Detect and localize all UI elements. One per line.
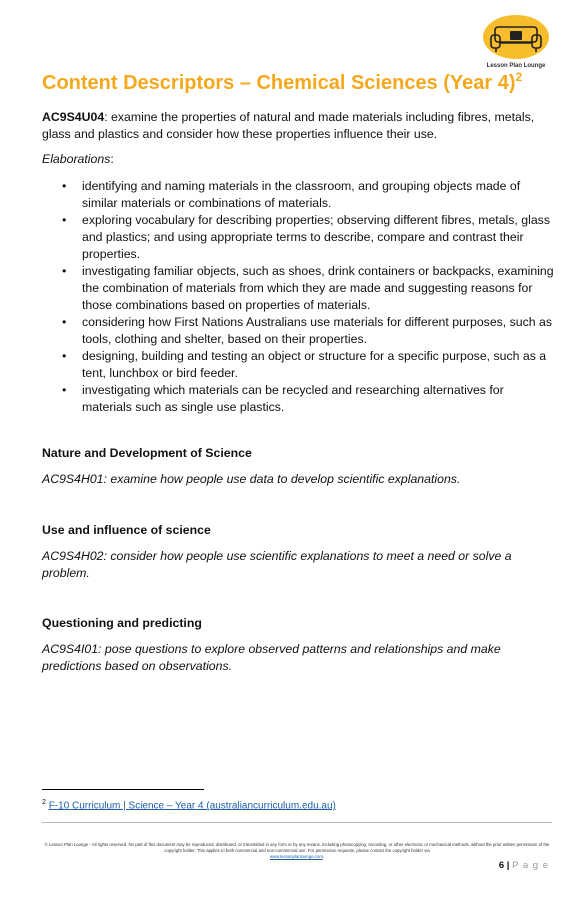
footnote-divider <box>42 789 204 790</box>
footnote: $^2$ F-10 Curriculum | Science – Year 4 (australiancurriculum.edu.au) <box>42 799 336 812</box>
copyright-link-line: www.lessonplanlounge.com. <box>269 854 325 859</box>
elaborations-list <box>42 178 557 416</box>
copyright-notice: © Lesson Plan Lounge - All rights reserved. No part of this document may be reproduced, distributed, or transmitted in any form or by any means, including photocopying, recording, or other electronic or mechanical methods, without the prior written permission of the copyright holder. This applies to both commercial and non-commercial use. For permission requests, please contact the copyright holder via <box>44 842 550 854</box>
content-descriptor <box>42 109 557 143</box>
list-item: • investigating familiar objects, such as shoes, drink containers or backpacks, examining the combination of materials from which they are made and suggesting reasons for those combinations based on properties of materials. <box>42 263 557 314</box>
descriptor-code: AC9S4U04 <box>42 110 105 124</box>
section-text: AC9S4H01: examine how people use data to develop scientific explanations. <box>42 472 461 486</box>
footer-divider <box>42 822 552 823</box>
descriptor-text: : examine the properties of natural and made materials including fibres, metals, glass and plastics and consider how these properties influence their use. <box>42 110 535 141</box>
sofa-icon <box>482 14 550 64</box>
list-item: • investigating which materials can be recycled and researching alternatives for materials such as single use plastics. <box>42 382 557 416</box>
list-item: • considering how First Nations Australians use materials for different purposes, such as tools, clothing and shelter, based on their properties. <box>42 314 557 348</box>
list-item: • exploring vocabulary for describing properties; observing different fibres, metals, glass and plastics; and using appropriate terms to describe, compare and contrast their properties. <box>42 212 557 263</box>
website-link[interactable]: www.lessonplanlounge.com <box>269 854 323 859</box>
elaborations-label: Elaborations: <box>42 152 114 166</box>
section-heading: Questioning and predicting <box>42 616 202 630</box>
lesson-plan-lounge-logo <box>482 14 550 72</box>
list-item: • identifying and naming materials in the classroom, and grouping objects made of similar materials or combinations of materials. <box>42 178 557 212</box>
section-text: AC9S4H02: consider how people use scientific explanations to meet a need or solve a problem. <box>42 549 512 580</box>
list-item: • designing, building and testing an object or structure for a specific purpose, such as a tent, lunchbox or bird feeder. <box>42 348 557 382</box>
section-heading: Nature and Development of Science <box>42 446 252 460</box>
page-number: 6 | P a g e <box>498 860 549 871</box>
section-heading: Use and influence of science <box>42 523 211 537</box>
page-title: Content Descriptors – Chemical Sciences (Year 4)$^2$ <box>42 70 523 94</box>
logo-text: Lesson Plan Lounge <box>486 63 546 69</box>
footnote-reference[interactable]: 2 <box>515 70 523 84</box>
footnote-link[interactable]: F-10 Curriculum | Science – Year 4 (australiancurriculum.edu.au) <box>48 800 336 812</box>
section-text: AC9S4I01: pose questions to explore observed patterns and relationships and make predictions based on observations. <box>42 642 501 673</box>
